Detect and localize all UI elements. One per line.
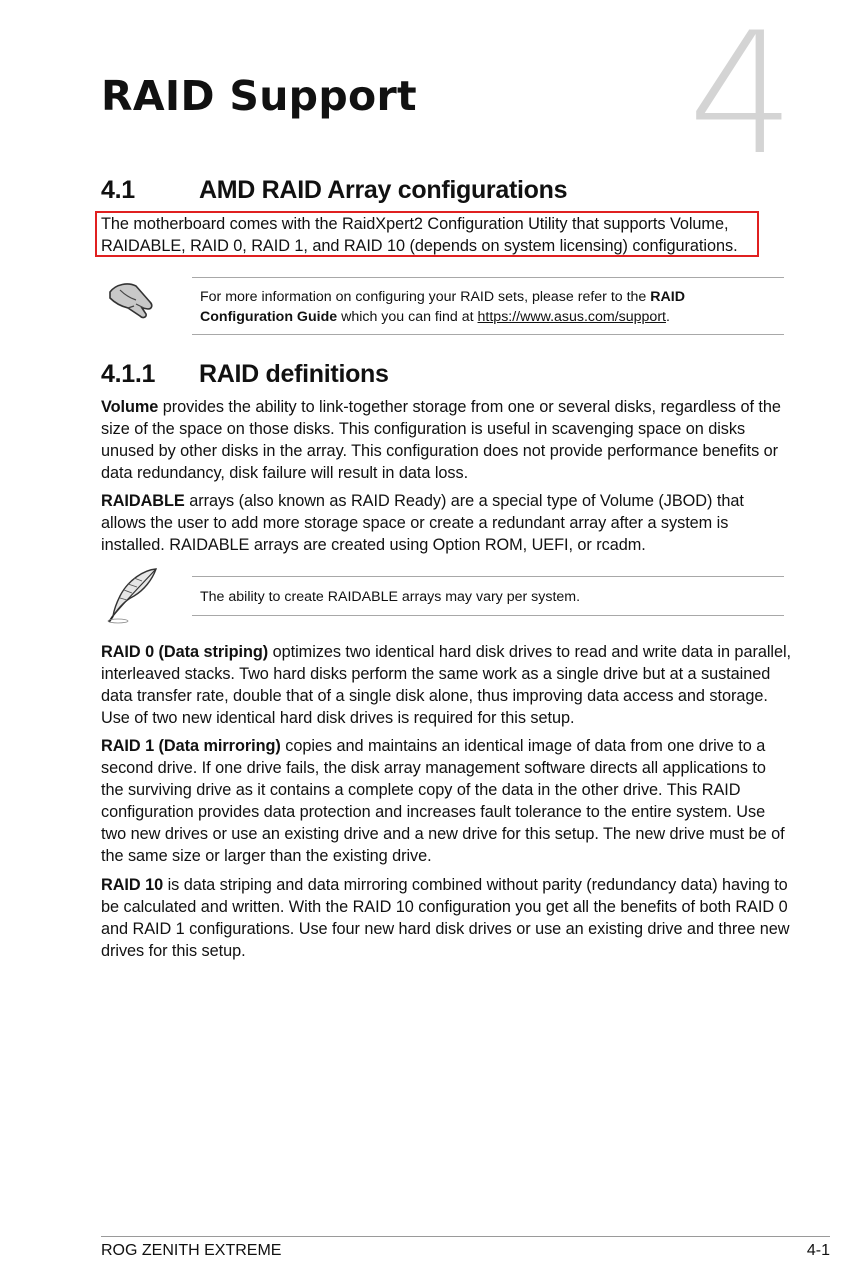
section-4-1-heading [101, 176, 567, 205]
hand-pointing-icon [106, 280, 158, 320]
definition-term: RAID 10 [101, 876, 164, 894]
definition-raid0 [101, 641, 791, 729]
chapter-number: 4 [688, 0, 795, 192]
definition-term: RAID 1 (Data mirroring) [101, 737, 281, 755]
footer-divider [101, 1236, 830, 1237]
footer-product-name: ROG ZENITH EXTREME [101, 1242, 282, 1259]
section-4-1-1-heading [101, 360, 389, 389]
definition-raid1 [101, 735, 791, 867]
definition-term: RAIDABLE [101, 492, 185, 510]
note-box [192, 576, 784, 616]
footer-page-number: 4-1 [806, 1242, 830, 1259]
support-link[interactable]: https://www.asus.com/support [477, 308, 666, 325]
definition-text: provides the ability to link-together storage from one or several disks, regardless of the size of the space on those disks. This configuration is useful in scavenging space on disks unused by other disks in the array. This configuration does not provide performance benefits or data redundancy, disk failure will result in data loss. [101, 398, 781, 482]
highlight-box [95, 211, 759, 257]
definition-text: copies and maintains an identical image of data from one drive to a second drive. If one drive fails, the disk array management software directs all applications to the surviving drive as it contains a complete copy of the data in the other drive. This RAID configuration provides data protection and increases fault tolerance to the entire system. Use two new drives or use an existing drive and a new drive for this setup. The new drive must be of the same size or larger than the existing drive. [101, 737, 785, 865]
definition-volume [101, 396, 791, 484]
chapter-title: RAID Support [101, 72, 417, 120]
definition-raid10 [101, 874, 791, 962]
definition-raidable [101, 490, 791, 556]
section-number: 4.1.1 [101, 360, 156, 388]
definition-term: Volume [101, 398, 159, 416]
definition-text: optimizes two identical hard disk drives to read and write data in parallel, interleaved stacks. Two hard disks perform the same work as a single drive but at a sustained data transfer rate, double that of a single disk alone, thus improving data access and storage. Use of two new identical hard disk drives is required for this setup. [101, 643, 791, 727]
note-info-text [200, 288, 778, 327]
definition-text: is data striping and data mirroring combined without parity (redundancy data) having to be calculated and written. With the RAID 10 configuration you get all the benefits of both RAID 0 and RAID 1 configurations. Use four new hard disk drives or use an existing drive and three new drives for this setup. [101, 876, 790, 960]
note-text-part: For more information on configuring your RAID sets, please refer to the [200, 289, 651, 305]
definition-term: RAID 0 (Data striping) [101, 643, 269, 661]
section-title: AMD RAID Array configurations [199, 176, 568, 204]
section-title: RAID definitions [199, 360, 389, 388]
quill-pen-icon [104, 566, 160, 624]
note-text: The ability to create RAIDABLE arrays may vary per system. [200, 589, 581, 605]
note-text-part: . [666, 308, 670, 325]
section-4-1-intro: The motherboard comes with the RaidXpert2 Configuration Utility that supports Volume, RAIDABLE, RAID 0, RAID 1, and RAID 10 (depends on system licensing) configurations. [101, 215, 738, 255]
definition-text: arrays (also known as RAID Ready) are a special type of Volume (JBOD) that allows the user to add more storage space or create a redundant array after a system is installed. RAIDABLE arrays are created using Option ROM, UEFI, or rcadm. [101, 492, 744, 554]
note-info-box [192, 277, 784, 335]
section-number: 4.1 [101, 176, 135, 204]
note-guide-name: RAID Configuration Guide [200, 289, 685, 325]
note-text-part: which you can find at [337, 308, 478, 325]
